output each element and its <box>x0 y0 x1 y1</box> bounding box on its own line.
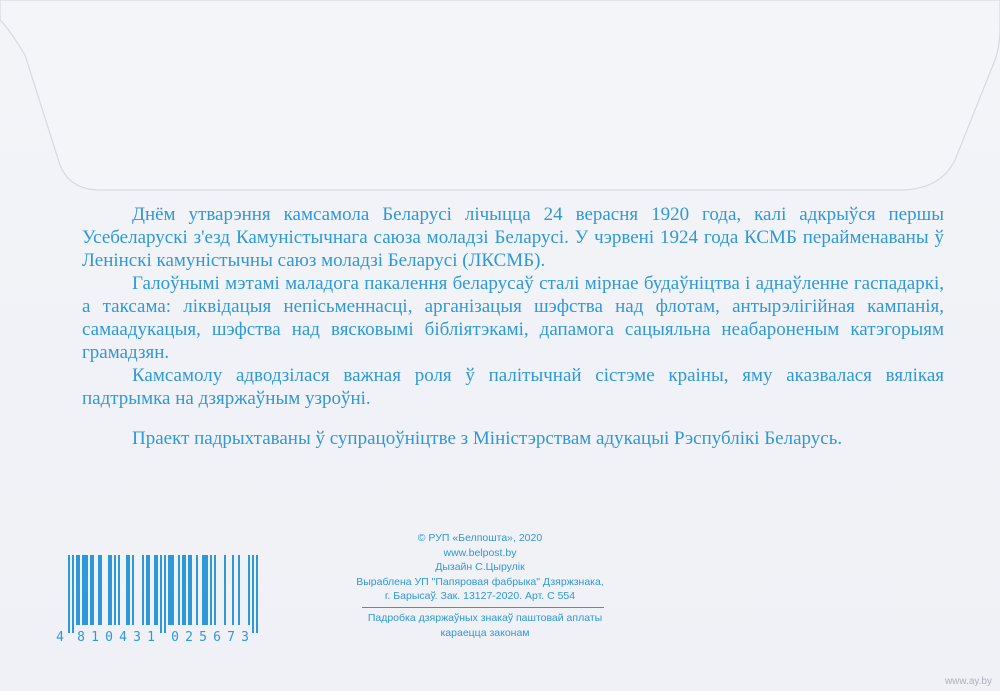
barcode-digit: 0 <box>105 630 113 645</box>
barcode-bar <box>252 555 254 633</box>
barcode-bar <box>160 555 162 633</box>
barcode-bar <box>114 555 116 625</box>
barcode-bar <box>214 555 216 625</box>
barcode-bar <box>78 555 80 625</box>
barcode-bar <box>224 555 226 625</box>
barcode-bar <box>184 555 186 625</box>
paragraph-history: Днём утварэння камсамола Беларусі лічыцца 24 верасня 1920 года, калі адкрыўся першы Усебеларускі з'езд Камуністычнага саюза моладзі Беларусі. У чэрвені 1924 года КСМБ перайменаваны ў Ленінскі камуністычны саюз моладзі Беларусі (ЛКСМБ). <box>82 204 944 271</box>
barcode-bar <box>72 555 74 633</box>
envelope-flap <box>0 0 1000 200</box>
barcode-bar <box>172 555 174 625</box>
barcode-bar <box>164 555 166 633</box>
barcode-bar <box>156 555 158 625</box>
barcode-bar <box>142 555 144 625</box>
copyright-line: © РУП «Белпошта», 2020 <box>417 532 543 544</box>
barcode-bar <box>118 555 120 625</box>
barcode-bar <box>188 555 190 625</box>
barcode-digit: 3 <box>133 630 141 645</box>
imprint-block <box>330 531 630 604</box>
barcode-bar <box>108 555 110 625</box>
barcode-bar <box>210 555 212 625</box>
barcode-bar <box>68 555 70 633</box>
barcode-digit: 1 <box>91 630 99 645</box>
barcode-bar <box>126 555 128 625</box>
barcode-digit: 4 <box>119 630 127 645</box>
barcode-bar <box>196 555 198 625</box>
paragraph-project: Праект падрыхтаваны ў супрацоўніцтве з Міністэрствам адукацыі Рэспублікі Беларусь. <box>132 428 843 449</box>
barcode-bar <box>248 555 250 625</box>
barcode-bar <box>128 555 130 625</box>
legal-notice <box>330 611 640 640</box>
barcode-digit: 7 <box>227 630 235 645</box>
barcode-digit: 5 <box>199 630 207 645</box>
barcode-bar <box>84 555 86 625</box>
barcode-bar <box>190 555 192 625</box>
barcode-bar <box>170 555 172 625</box>
order-line: г. Барысаў. Зак. 13127-2020. Арт. С 554 <box>384 590 576 602</box>
barcode-bar <box>132 555 134 625</box>
barcode-bar <box>168 555 170 625</box>
barcode-bar <box>206 555 208 625</box>
barcode-bar <box>98 555 100 625</box>
barcode-bar <box>92 555 94 625</box>
barcode-digit: 2 <box>185 630 193 645</box>
barcode <box>56 553 266 645</box>
paragraph-role: Камсамолу адводзілася важная роля ў палітычнай сістэме краіны, яму аказвалася вялікая падтрымка на дзяржаўным узроўні. <box>82 365 944 409</box>
divider-line <box>362 607 604 608</box>
barcode-bar <box>204 555 206 625</box>
barcode-bar <box>238 555 240 625</box>
barcode-bar <box>90 555 92 625</box>
barcode-graphic <box>56 553 266 645</box>
barcode-bar <box>202 555 204 625</box>
paragraph-goals: Галоўнымі мэтамі маладога пакалення беларусаў сталі мірнае будаўніцтва і аднаўленне гаспадаркі, а таксама: ліквідацыя непісьменнасці, арганізацыя шэфства над флотам, антырэлігійная кампанія, самаадукацыя, шэфства над вясковымі бібліятэкамі, дапамога сацыяльна неабароненым катэгорыям грамадзян. <box>82 273 944 363</box>
barcode-bar <box>148 555 150 625</box>
barcode-bar <box>178 555 180 625</box>
barcode-digit: 0 <box>171 630 179 645</box>
barcode-bar <box>232 555 234 625</box>
barcode-bar <box>154 555 156 625</box>
barcode-bar <box>110 555 112 625</box>
barcode-bar <box>86 555 88 625</box>
barcode-bar <box>256 555 258 633</box>
barcode-bar <box>100 555 102 625</box>
barcode-digit: 4 <box>56 630 64 645</box>
notice-line-1: Падробка дзяржаўных знакаў паштовай аплаты <box>367 612 603 624</box>
manufacturer-line: Выраблена УП "Папяровая фабрыка" Дзяржзнака, <box>356 575 604 588</box>
barcode-bar <box>182 555 184 625</box>
barcode-bar <box>76 555 78 625</box>
description-text <box>82 203 944 450</box>
designer-line: Дызайн С.Цырулік <box>435 561 525 573</box>
barcode-bar <box>82 555 84 625</box>
barcode-bar <box>146 555 148 625</box>
barcode-digit: 1 <box>147 630 155 645</box>
barcode-digit: 3 <box>241 630 249 645</box>
barcode-digit: 8 <box>77 630 85 645</box>
website-line: www.belpost.by <box>443 546 517 559</box>
barcode-digit: 6 <box>213 630 221 645</box>
watermark: www.ay.by <box>944 676 992 687</box>
notice-line-2: караецца законам <box>440 626 530 639</box>
